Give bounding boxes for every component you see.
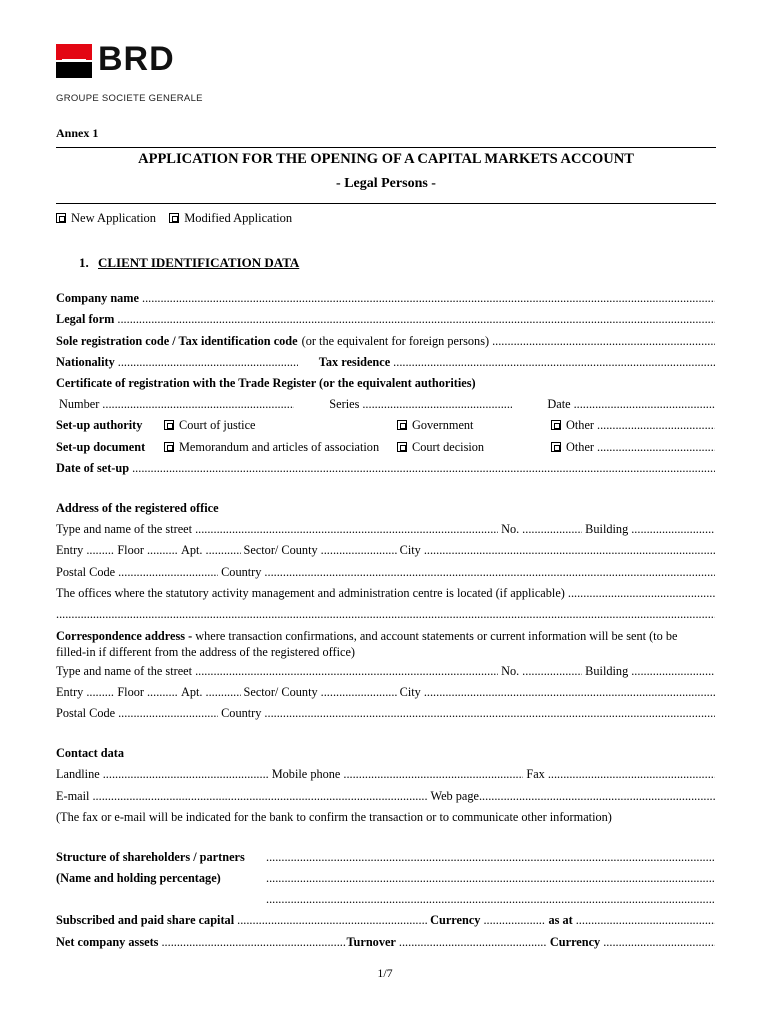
ca-city-dotted-line[interactable]	[424, 685, 715, 700]
court-of-justice-option[interactable]: Court of justice	[164, 418, 397, 433]
checkbox-icon[interactable]	[551, 442, 561, 452]
court-decision-option[interactable]: Court decision	[397, 440, 551, 455]
company-name-field[interactable]: Company name .....	[56, 291, 715, 307]
checkbox-icon[interactable]	[169, 213, 179, 223]
ro-offices-row: The offices where the statutory activity management and administration centre is located (if applicable) .....	[56, 586, 715, 602]
ca-sector-dotted-line[interactable]	[321, 685, 397, 700]
page-title: APPLICATION FOR THE OPENING OF A CAPITAL MARKETS ACCOUNT	[138, 151, 634, 167]
sole-registration-field[interactable]: Sole registration code / Tax identification code (or the equivalent for foreign persons) .....	[56, 334, 715, 350]
ca-street-dotted-line[interactable]	[195, 664, 498, 679]
checkbox-icon[interactable]	[397, 420, 407, 430]
contact-web-row: E-mail ..... Web page .....	[56, 789, 715, 805]
memorandum-option[interactable]: Memorandum and articles of association	[164, 440, 397, 455]
ca-floor-dotted-line[interactable]	[147, 685, 178, 700]
top-rule	[56, 147, 716, 148]
series-dotted-line[interactable]	[362, 397, 512, 412]
ro-city-dotted-line[interactable]	[424, 543, 715, 558]
landline-dotted-line[interactable]	[103, 767, 269, 782]
document-other-option[interactable]: Other	[551, 440, 594, 455]
fax-dotted-line[interactable]	[548, 767, 715, 782]
capital-dotted-line[interactable]	[237, 913, 427, 928]
ro-floor-dotted-line[interactable]	[147, 543, 178, 558]
checkbox-icon[interactable]	[397, 442, 407, 452]
shareholders-dotted-line-3[interactable]	[266, 892, 715, 907]
ca-entry-row: Entry ..... Floor ..... Apt. ..... Sector/ County ..... City .....	[56, 685, 715, 701]
capital-currency-dotted-line[interactable]	[483, 913, 545, 928]
application-type	[56, 211, 292, 226]
title-rule	[56, 203, 716, 204]
ro-offices-dotted-line[interactable]	[568, 586, 715, 601]
ca-apt-dotted-line[interactable]	[206, 685, 241, 700]
ro-street-row: Type and name of the street ..... No. ..... Building .....	[56, 522, 715, 538]
correspondence-heading: Correspondence address - where transaction confirmations, and account statements or current information will be sent (to be filled-in if different from the address of the registered office)	[56, 629, 678, 659]
authority-other-option[interactable]: Other	[551, 418, 594, 433]
contact-phone-row: Landline ..... Mobile phone ..... Fax .....	[56, 767, 715, 783]
modified-application-option[interactable]: Modified Application	[169, 211, 292, 225]
mobile-dotted-line[interactable]	[343, 767, 523, 782]
checkbox-icon[interactable]	[551, 420, 561, 430]
ca-country-dotted-line[interactable]	[264, 706, 715, 721]
shareholders-extra-row	[56, 892, 715, 908]
ro-offices-continuation[interactable]	[56, 607, 715, 623]
document-other-dotted-line[interactable]	[597, 440, 715, 455]
ro-entry-dotted-line[interactable]	[86, 543, 114, 558]
net-assets-row: Net company assets ..... Turnover ..... Currency .....	[56, 935, 715, 951]
checkbox-icon[interactable]	[56, 213, 66, 223]
authority-other-dotted-line[interactable]	[597, 418, 715, 433]
legal-form-field[interactable]: Legal form .....	[56, 312, 715, 328]
page-number: 1/7	[377, 966, 393, 980]
contact-note: (The fax or e-mail will be indicated for the bank to confirm the transaction or to communicate other information)	[56, 810, 612, 824]
email-dotted-line[interactable]	[92, 789, 427, 804]
ro-entry-row: Entry ..... Floor ..... Apt. ..... Sector/ County ..... City .....	[56, 543, 715, 559]
shareholders-dotted-line-2[interactable]	[266, 871, 715, 886]
capital-row: Subscribed and paid share capital ..... Currency ..... as at .....	[56, 913, 715, 929]
contact-heading: Contact data	[56, 746, 124, 760]
shareholders-sub-row: (Name and holding percentage) .....	[56, 871, 715, 887]
registered-office-heading: Address of the registered office	[56, 501, 219, 515]
annex-label: Annex 1	[56, 126, 99, 140]
ca-postal-dotted-line[interactable]	[118, 706, 218, 721]
ro-no-dotted-line[interactable]	[522, 522, 582, 537]
ro-country-dotted-line[interactable]	[264, 565, 715, 580]
net-assets-currency-dotted-line[interactable]	[603, 935, 715, 950]
web-page-dotted-line[interactable]	[479, 789, 715, 804]
new-application-option[interactable]: New Application	[56, 211, 156, 225]
ro-apt-dotted-line[interactable]	[206, 543, 241, 558]
tax-residence-dotted-line[interactable]	[393, 355, 715, 370]
date-dotted-line[interactable]	[574, 397, 715, 412]
brd-logo-mark	[56, 44, 92, 78]
ro-sector-dotted-line[interactable]	[321, 543, 397, 558]
checkbox-icon[interactable]	[164, 420, 174, 430]
date-of-setup-field[interactable]: Date of set-up .....	[56, 461, 715, 477]
ca-entry-dotted-line[interactable]	[86, 685, 114, 700]
certificate-heading: Certificate of registration with the Trade Register (or the equivalent authorities)	[56, 376, 476, 390]
brd-tagline: GROUPE SOCIETE GENERALE	[56, 93, 203, 104]
ro-postal-dotted-line[interactable]	[118, 565, 218, 580]
date-of-setup-dotted-line[interactable]	[132, 461, 715, 476]
brd-logo-text: BRD	[98, 40, 175, 78]
ca-no-dotted-line[interactable]	[522, 664, 582, 679]
shareholders-row: Structure of shareholders / partners .....	[56, 850, 715, 866]
certificate-row: Number ..... Series ..... Date .....	[56, 397, 715, 413]
net-assets-dotted-line[interactable]	[161, 935, 346, 950]
nationality-dotted-line[interactable]	[118, 355, 298, 370]
setup-document-row: Set-up document Memorandum and articles of association Court decision Other .....	[56, 440, 715, 456]
number-dotted-line[interactable]	[102, 397, 294, 412]
company-name-dotted-line[interactable]	[142, 291, 715, 306]
checkbox-icon[interactable]	[164, 442, 174, 452]
section-heading: 1. CLIENT IDENTIFICATION DATA	[79, 255, 300, 270]
nationality-tax-row: Nationality ..... Tax residence .....	[56, 355, 715, 371]
shareholders-dotted-line-1[interactable]	[266, 850, 715, 865]
ro-postal-row: Postal Code ..... Country .....	[56, 565, 715, 581]
legal-form-dotted-line[interactable]	[117, 312, 715, 327]
setup-authority-row: Set-up authority Court of justice Government Other .....	[56, 418, 715, 434]
sole-registration-dotted-line[interactable]	[492, 334, 715, 349]
page-subtitle: - Legal Persons -	[336, 176, 436, 191]
ca-postal-row: Postal Code ..... Country .....	[56, 706, 715, 722]
ca-street-row: Type and name of the street ..... No. ..... Building .....	[56, 664, 715, 680]
ca-building-dotted-line[interactable]	[631, 664, 715, 679]
ro-offices-dotted-line-2[interactable]	[56, 607, 715, 622]
capital-date-dotted-line[interactable]	[576, 913, 715, 928]
ro-building-dotted-line[interactable]	[631, 522, 715, 537]
turnover-dotted-line[interactable]	[399, 935, 547, 950]
government-option[interactable]: Government	[397, 418, 551, 433]
ro-street-dotted-line[interactable]	[195, 522, 498, 537]
